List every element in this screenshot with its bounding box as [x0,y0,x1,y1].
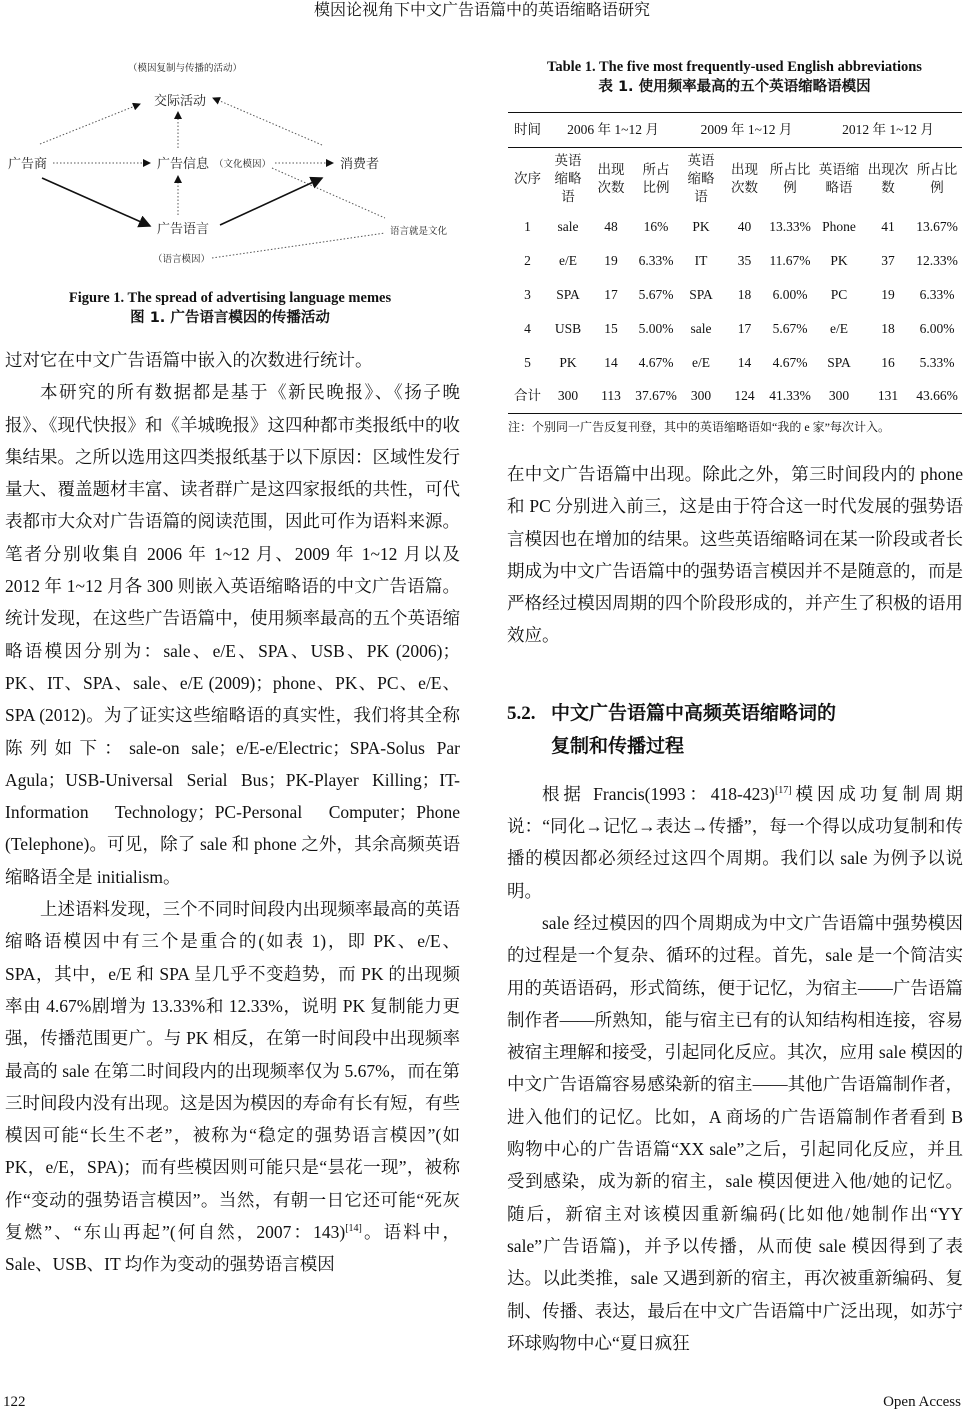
right-column [507,458,963,1359]
table-cell: 17 [604,286,618,302]
table-row [508,346,962,380]
figure-1-diagram [0,50,470,280]
table-cell: 5.00% [638,320,674,336]
fig-ad-language: 广告语言 [157,222,210,237]
fig-top-note: （模因复制与传播的活动） [127,63,243,74]
paragraph: 在中文广告语篇中出现。除此之外，第三时间段内的 phone 和 PC 分别进入前三，这是由于符合这一时代发展的强势语言模因也在增加的结果。这些英语缩略词在某一阶段或者长期成为中文广告语篇中的强势语言模因并不是随意的，而是严格经过模因周期的四个阶段形成的，并产生了积极的语用效应。 [507,464,963,646]
table-cell: e/E [559,252,577,268]
table-cell: 41.33% [769,388,811,404]
table-cell: 41 [881,218,895,234]
table-cell: 6.33% [919,286,955,302]
table-cell: 16% [643,218,669,234]
table-cell: 48 [604,218,618,234]
abbreviation-table [508,112,962,414]
table-cell: 300 [557,388,579,404]
table-cell: 43.66% [916,388,958,404]
table-cell: e/E [830,320,848,336]
table-row [508,244,962,278]
line-language-meme-to-label [212,233,385,258]
arrow-advertiser-to-language [42,178,150,226]
column-header: 所占比例 [769,161,811,195]
text: 模因成功复制周期说：“同化→记忆→表达→传播”，每一个得以成功复制和传播的模因都必须经过这四个周期。我们以 sale 为例予以说明。 [507,783,963,901]
table-cell: 19 [881,286,895,302]
table-cell: sale [557,218,579,234]
table-cell: 1 [524,218,531,234]
citation: [14] [345,1223,362,1235]
text: 。语料中，Sale、USB、IT 均作为变动的强势语言模因 [5,1222,460,1275]
table-cell: Phone [822,218,856,234]
section-number: 5.2. [507,702,536,724]
table-cell: 15 [604,320,618,336]
table-cell: 14 [604,354,618,370]
table-cell: 13.67% [916,218,958,234]
table-cell: 18 [737,286,752,302]
table-subheader-row [508,148,962,210]
table-cell: 4.67% [638,354,674,370]
table-cell: 131 [877,388,899,404]
table-cell: 4 [524,320,531,336]
table-cell: 2 [524,252,531,268]
table-cell: e/E [692,354,710,370]
table-cell: PK [692,218,710,234]
column-header: 次序 [514,170,541,186]
text: 上述语料发现，三个不同时间段内出现频率最高的英语缩略语模因中有三个是重合的(如表 1)，即 PK、e/E、SPA，其中，e/E 和 SPA 呈几乎不变趋势，而 PK 的出现频率由 4.67%剧增为 13.33%和 12.33%，说明 PK 复制能力更强，传播范围更广。与 PK 相反，在第一时间段中出现频率最高的 sale 在第二时间段内的出现频率仅为 5.67%，而在第三时间段内没有出现。这是因为模因的寿命有长有短，有些模因可能“长生不老”，被称为“稳定的强势语言模因”(如 PK，e/E，SPA)；而有些模因则可能只是“昙花一现”，被称作“变动的强势语言模因”。当然，有朝一日它还可能“死灰复燃”、“东山再起”(何自然，2007：143) [5,899,460,1243]
table-cell: 37 [881,252,895,268]
table-cell: 35 [737,252,752,268]
table-cell: 5.67% [638,286,674,302]
table-cell: 113 [601,388,621,404]
figure-caption [0,288,460,328]
fig-language-meme: （语言模因） [153,254,211,265]
section-heading [507,697,963,762]
table-cell: SPA [556,286,580,302]
table-cell: 6.33% [638,252,674,268]
table-cell: 5.67% [772,320,808,336]
column-header: 所占比例 [642,161,670,195]
left-column [5,344,460,1281]
table-cell: 40 [737,218,752,234]
table-row [508,312,962,346]
table-period-row [508,113,962,148]
paragraph: sale 经过模因的四个周期成为中文广告语篇中强势模因的过程是一个复杂、循环的过程。首先，sale 是一个简洁实用的英语语码，形式简练，便于记忆，为宿主——广告语篇制作者——所熟知，能与宿主已有的认知结构相连接，容易被宿主理解和接受，引起同化反应。其次，应用 sale 模因的中文广告语篇容易感染新的宿主——其他广告语篇制作者，进入他们的记忆。比如，A 商场的广告语篇制作者看到 B 购物中心的广告语篇“XX sale”之后，引起同化反应，并且受到感染，成为新的宿主，sale 模因便进入他/她的记忆。随后，新宿主对该模因重新编码(比如他/她制作出“YY sale”广告语篇)，并予以传播，从而使 sale 模因得到了表达。以此类推，sale 又遇到新的宿主，再次被重新编码、复制、传播、表达，最后在中文广告语篇中广泛出现，如苏宁环球购物中心“夏日疯狂 [507,912,963,1353]
table-row [508,278,962,312]
table-caption-zh: 表 1. 使用频率最高的五个英语缩略语模因 [598,79,871,95]
fig-communication: 交际活动 [153,94,207,109]
figure-caption-en: Figure 1. The spread of advertising language memes [68,290,392,306]
figure-caption-zh: 图 1. 广告语言模因的传播活动 [130,310,330,326]
table-cell: SPA [689,286,713,302]
table-cell: sale [690,320,712,336]
table-cell: 17 [737,320,752,336]
table-cell: 3 [524,286,531,302]
column-header: 出现次数 [597,161,625,195]
period-2009: 2009 年 1~12 月 [700,122,793,137]
table-cell: 4.67% [772,354,808,370]
table-cell: SPA [827,354,851,370]
column-header: 出现次数 [731,161,758,195]
table-cell: USB [554,320,582,336]
period-2006: 2006 年 1~12 月 [567,122,659,137]
column-header: 所占比例 [916,161,958,195]
table-cell: 300 [828,388,850,404]
table-cell: 13.33% [769,218,811,234]
table-note: 注：个别同一广告反复刊登，其中的英语缩略语如“我的 e 家”每次计入。 [508,420,890,434]
column-header: 英语缩略语 [554,152,582,204]
table-cell: 5 [524,354,531,370]
citation: [17] [774,784,792,796]
paragraph [507,778,963,907]
arrow-advertiser-to-communication [40,104,140,144]
table-cell: 124 [734,388,755,404]
table-cell: PK [559,354,577,370]
table-caption-en: Table 1. The five most frequently-used English abbreviations [547,59,922,75]
table-cell: IT [694,252,708,268]
fig-ad-message: 广告信息 [157,157,210,172]
table-cell: 6.00% [772,286,808,302]
fig-language-is-culture: 语言就是文化 [390,226,448,237]
column-header: 英语缩略语 [818,161,860,195]
table-cell: 14 [737,354,752,370]
period-2012: 2012 年 1~12 月 [842,122,934,137]
table-cell: 300 [690,388,712,404]
table-cell: 16 [881,354,895,370]
text: 根据 Francis(1993：418-423) [542,783,775,804]
arrow-consumer-to-communication [213,98,322,145]
section-title-line2: 复制和传播过程 [551,734,685,757]
table-row [508,210,962,244]
column-header: 英语缩略语 [687,152,715,204]
page-number: 122 [3,1394,26,1410]
table-cell: 合计 [514,388,541,404]
fig-advertiser: 广告商 [8,157,48,172]
table-cell: 19 [604,252,618,268]
table-cell: 12.33% [916,252,958,268]
time-label: 时间 [514,122,541,137]
table-cell: 6.00% [919,320,955,336]
table-cell: 18 [881,320,895,336]
fig-cultural-meme: （文化模因） [214,159,272,170]
table-cell: 37.67% [635,388,677,404]
paragraph [5,893,460,1281]
table-cell: 11.67% [769,252,811,268]
column-header: 出现次数 [867,161,909,195]
paragraph: 本研究的所有数据都是基于《新民晚报》、《扬子晚报》、《现代快报》和《羊城晚报》这四种都市类报纸中的收集结果。之所以选用这四类报纸基于以下原因：区域性发行量大、覆盖题材丰富、读者群广是这四家报纸的共性，可代表都市大众对广告语篇的阅读范围，因此可作为语料来源。笔者分别收集自 2006 年 1~12 月、2009 年 1~12 月以及 2012 年 1~12 月各 300 则嵌入英语缩略语的中文广告语篇。统计发现，在这些广告语篇中，使用频率最高的五个英语缩略语模因分别为：sale、e/E、SPA、USB、PK (2006)；PK、IT、SPA、sale、e/E (2009)；phone、PK、PC、e/E、SPA (2012)。为了证实这些缩略语的真实性，我们将其全称陈列如下：sale-on sale；e/E-e/Electric；SPA-Solus Par Agula；USB-Universal Serial Bus；PK-Player Killing；IT-Information Technology；PC-Personal Computer；Phone (Telephone)。可见，除了 sale 和 phone 之外，其余高频英语缩略语全是 initialism。 [5,382,460,887]
table-caption [505,57,964,97]
fig-consumer: 消费者 [340,157,380,172]
table-cell: 5.33% [919,354,955,370]
section-title-line1: 中文广告语篇中高频英语缩略词的 [551,701,837,724]
table-cell: PK [830,252,848,268]
table-row [508,380,962,414]
running-header: 模因论视角下中文广告语篇中的英语缩略语研究 [313,2,650,19]
table-cell: PC [830,286,848,302]
publisher-label: Open Access [883,1394,961,1410]
arrow-language-to-consumer [220,178,322,225]
paragraph: 过对它在中文广告语篇中嵌入的次数进行统计。 [5,350,373,370]
